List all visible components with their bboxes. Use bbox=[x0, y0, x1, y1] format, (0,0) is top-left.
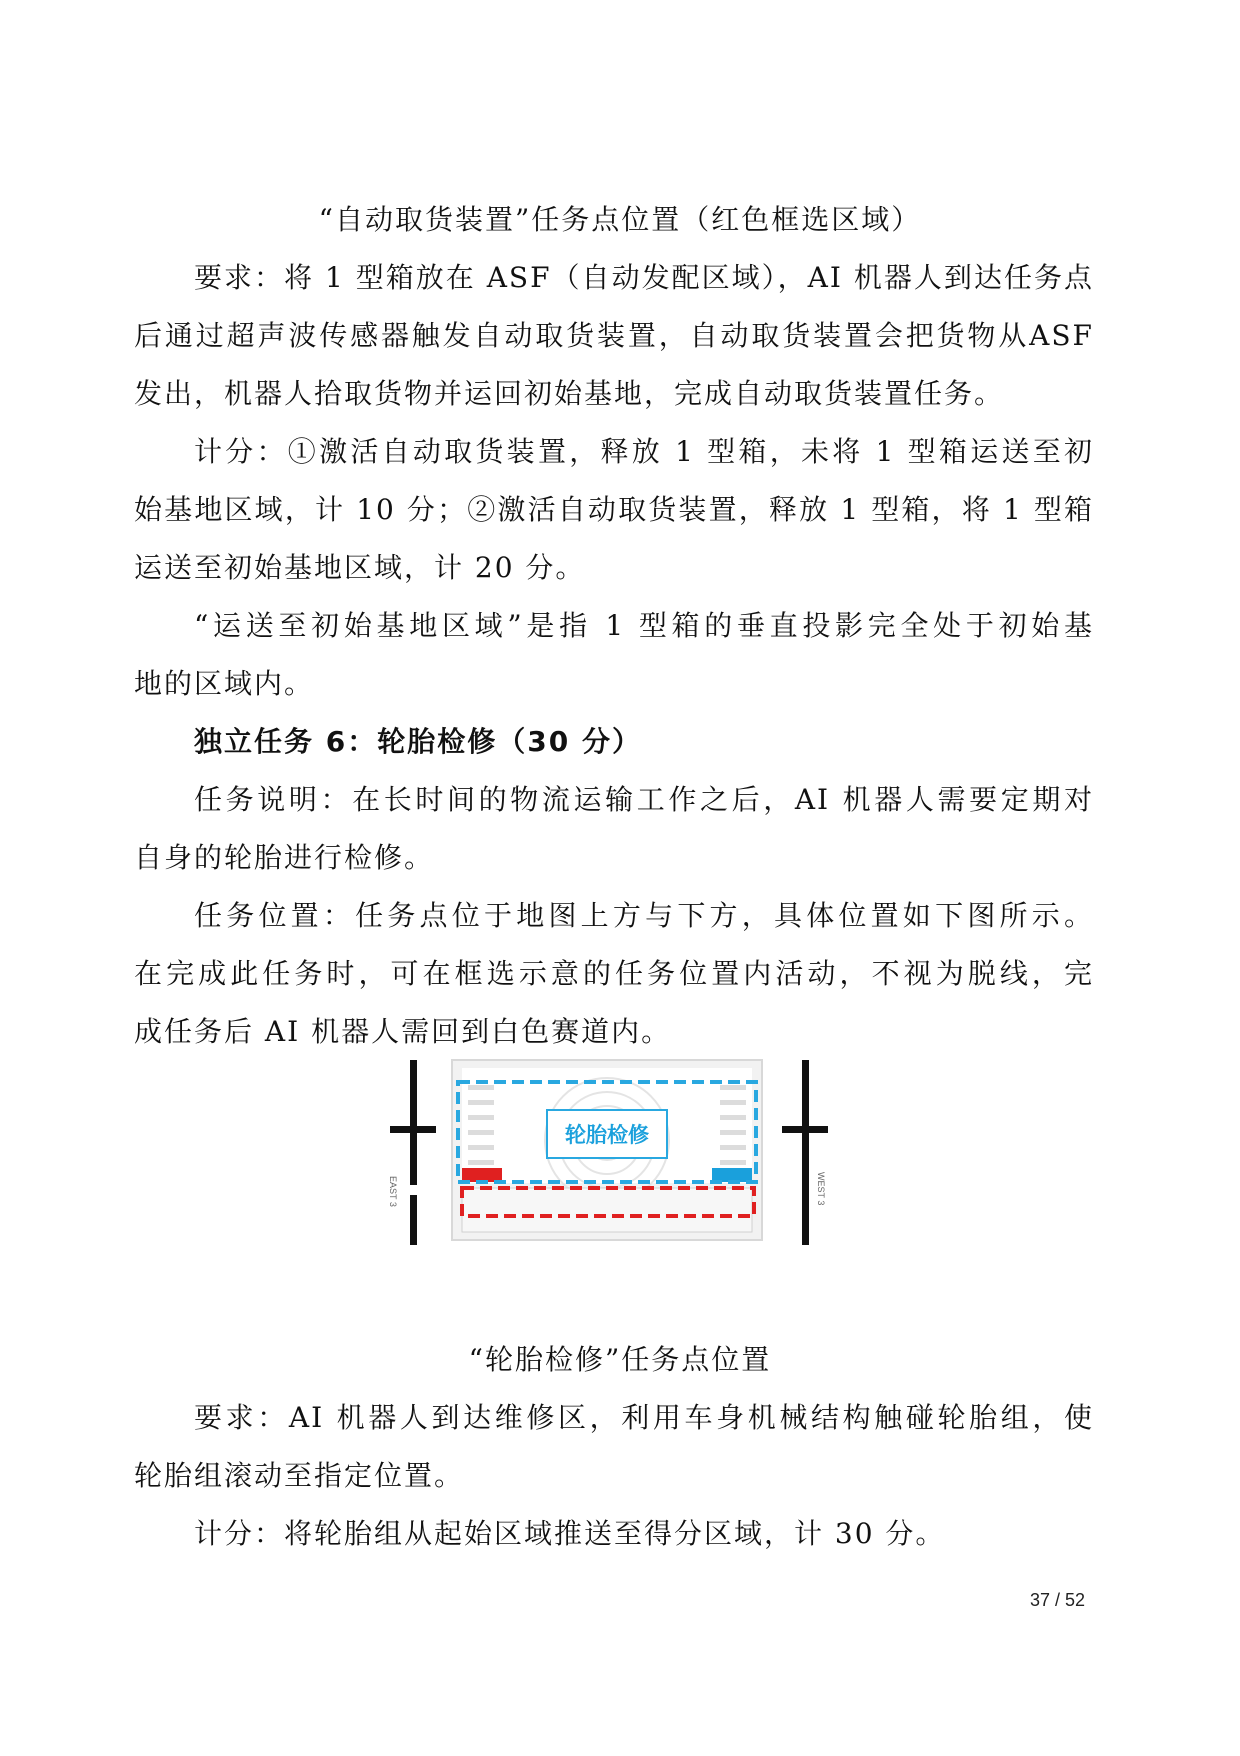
tire-repair-label: 轮胎检修 bbox=[565, 1123, 649, 1147]
task6-heading: 独立任务 6：轮胎检修（30 分） bbox=[194, 725, 642, 758]
caption-auto-pickup: “自动取货装置”任务点位置（红色框选区域） bbox=[318, 203, 922, 236]
requirement-line-3: 发出，机器人拾取货物并运回初始基地，完成自动取货装置任务。 bbox=[134, 377, 1005, 410]
task6-desc-line-1: 任务说明：在长时间的物流运输工作之后，AI 机器人需要定期对 bbox=[194, 783, 1094, 816]
left-track-gap bbox=[410, 1185, 417, 1195]
left-mark-text: EAST 3 bbox=[388, 1176, 398, 1207]
tire-repair-map-figure bbox=[390, 1060, 850, 1260]
requirement-line-2: 后通过超声波传感器触发自动取货装置，自动取货装置会把货物从ASF bbox=[134, 319, 1094, 352]
requirement-line-1: 要求：将 1 型箱放在 ASF（自动发配区域），AI 机器人到达任务点 bbox=[194, 261, 1094, 294]
left-track-line bbox=[410, 1060, 417, 1245]
score-line-3: 运送至初始基地区域，计 20 分。 bbox=[134, 551, 586, 584]
task6-desc-line-2: 自身的轮胎进行检修。 bbox=[134, 841, 435, 874]
task6-requirement-line-1: 要求：AI 机器人到达维修区，利用车身机械结构触碰轮胎组，使 bbox=[194, 1401, 1094, 1434]
red-start-zone bbox=[462, 1168, 502, 1182]
left-track-crossbar bbox=[390, 1126, 436, 1133]
task6-score-line: 计分：将轮胎组从起始区域推送至得分区域，计 30 分。 bbox=[194, 1517, 946, 1550]
right-mark-text: WEST 3 bbox=[816, 1172, 826, 1206]
task6-position-line-1: 任务位置：任务点位于地图上方与下方，具体位置如下图所示。 bbox=[194, 899, 1094, 932]
note-line-1: “运送至初始基地区域”是指 1 型箱的垂直投影完全处于初始基 bbox=[194, 609, 1094, 642]
page-number: 37 / 52 bbox=[1030, 1590, 1086, 1610]
caption-tire-repair: “轮胎检修”任务点位置 bbox=[468, 1343, 772, 1376]
note-line-2: 地的区域内。 bbox=[134, 667, 315, 700]
task6-requirement-line-2: 轮胎组滚动至指定位置。 bbox=[134, 1459, 465, 1492]
right-track-crossbar bbox=[782, 1126, 828, 1133]
task6-position-line-2: 在完成此任务时，可在框选示意的任务位置内活动，不视为脱线，完 bbox=[134, 957, 1094, 990]
right-track-line bbox=[802, 1060, 809, 1245]
task6-position-line-3: 成任务后 AI 机器人需回到白色赛道内。 bbox=[134, 1015, 672, 1048]
bottom-lane bbox=[462, 1188, 752, 1232]
score-line-1: 计分：①激活自动取货装置，释放 1 型箱，未将 1 型箱运送至初 bbox=[194, 435, 1094, 468]
score-line-2: 始基地区域，计 10 分；②激活自动取货装置，释放 1 型箱，将 1 型箱 bbox=[134, 493, 1094, 526]
blue-score-zone bbox=[712, 1168, 752, 1182]
